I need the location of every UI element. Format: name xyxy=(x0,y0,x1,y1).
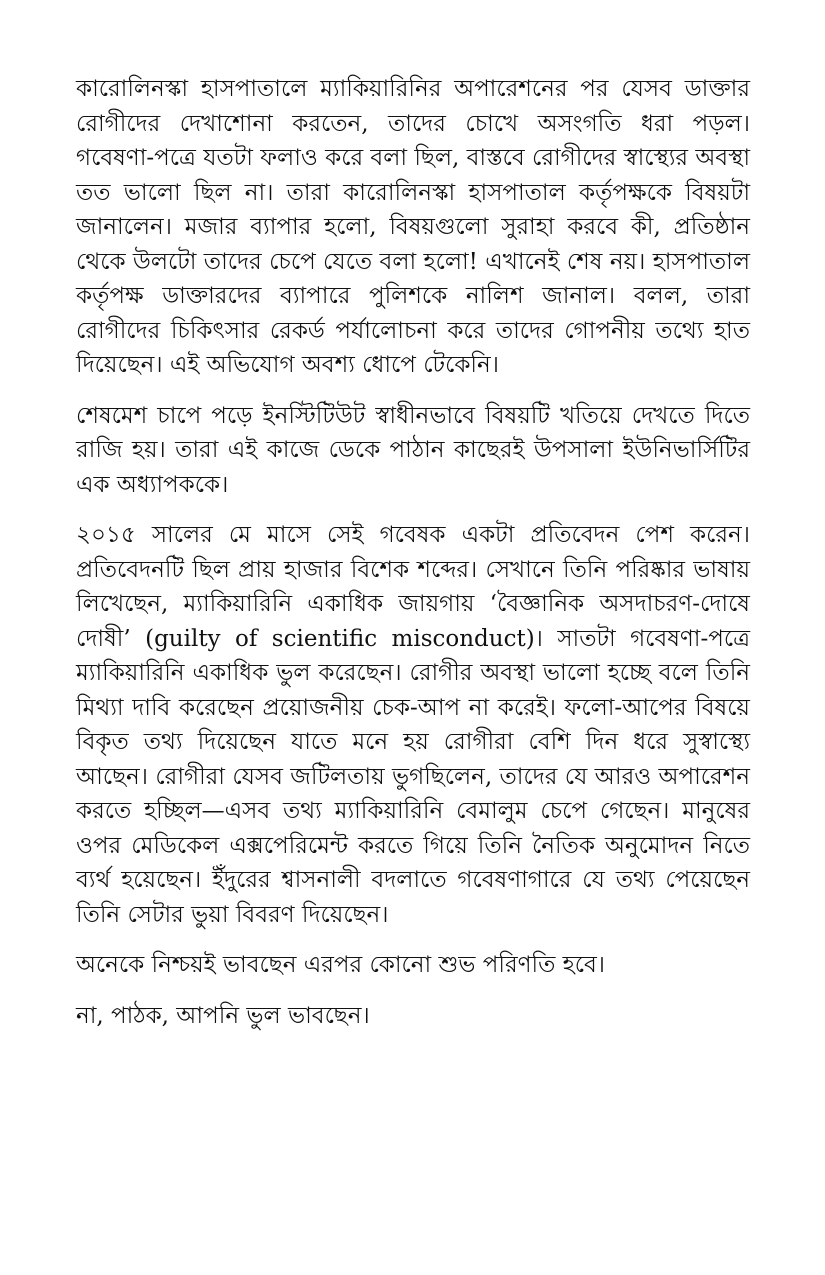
paragraph-reader-note: না, পাঠক, আপনি ভুল ভাবছেন। xyxy=(76,1002,370,1029)
paragraph-hospital-complaint: কারোলিনস্কা হাসপাতালে ম্যাকিয়ারিনির অপারেশনের পর যেসব ডাক্তার রোগীদের দেখাশোনা করতেন, তাদের চোখে অসংগতি ধরা পড়ল। গবেষণা-পত্রে যতটা ফলাও করে বলা ছিল, বাস্তবে রোগীদের স্বাস্থ্যের অবস্থা তত ভালো ছিল না। তারা কারোলিনস্কা হাসপাতাল কর্তৃপক্ষকে বিষয়টা জানালেন। মজার ব্যাপার হলো, বিষয়গুলো সুরাহা করবে কী, প্রতিষ্ঠান থেকে উলটো তাদের চেপে যেতে বলা হলো! এখানেই শেষ নয়। হাসপাতাল কর্তৃপক্ষ ডাক্তারদের ব্যাপারে পুলিশকে নালিশ জানাল। বলল, তারা রোগীদের চিকিৎসার রেকর্ড পর্যালোচনা করে তাদের গোপনীয় তথ্যে হাত দিয়েছেন। এই অভিযোগ অবশ্য ধোপে টেকেনি। xyxy=(76,76,750,378)
page-body xyxy=(76,72,750,1049)
paragraph-expectation: অনেকে নিশ্চয়ই ভাবছেন এরপর কোনো শুভ পরিণতি হবে। xyxy=(76,952,606,978)
paragraph-2015-report: ২০১৫ সালের মে মাসে সেই গবেষক একটা প্রতিবেদন পেশ করেন। প্রতিবেদনটি ছিল প্রায় হাজার বিশেক শব্দের। সেখানে তিনি পরিষ্কার ভাষায় লিখেছেন, ম্যাকিয়ারিনি একাধিক জায়গায় ‘বৈজ্ঞানিক অসদাচরণ-দোষে দোষী’ (guilty of scientific misconduct)। সাতটা গবেষণা-পত্রে ম্যাকিয়ারিনি একাধিক ভুল করেছেন। রোগীর অবস্থা ভালো হচ্ছে বলে তিনি মিথ্যা দাবি করেছেন প্রয়োজনীয় চেক-আপ না করেই। ফলো-আপের বিষয়ে বিকৃত তথ্য দিয়েছেন যাতে মনে হয় রোগীরা বেশি দিন ধরে সুস্বাস্থ্যে আছেন। রোগীরা যেসব জটিলতায় ভুগছিলেন, তাদের যে আরও অপারেশন করতে হচ্ছিল—এসব তথ্য ম্যাকিয়ারিনি বেমালুম চেপে গেছেন। মানুষের ওপর মেডিকেল এক্সপেরিমেন্ট করতে গিয়ে তিনি নৈতিক অনুমোদন নিতে ব্যর্থ হয়েছেন। ইঁদুরের শ্বাসনালী বদলাতে গবেষণাগারে যে তথ্য পেয়েছেন তিনি সেটার ভুয়া বিবরণ দিয়েছেন। xyxy=(76,522,750,928)
paragraph-independent-inquiry: শেষমেশ চাপে পড়ে ইনস্টিটিউট স্বাধীনভাবে বিষয়টি খতিয়ে দেখতে দিতে রাজি হয়। তারা এই কাজে ডেকে পাঠান কাছেরই উপসালা ইউনিভার্সিটির এক অধ্যাপককে। xyxy=(76,402,750,498)
